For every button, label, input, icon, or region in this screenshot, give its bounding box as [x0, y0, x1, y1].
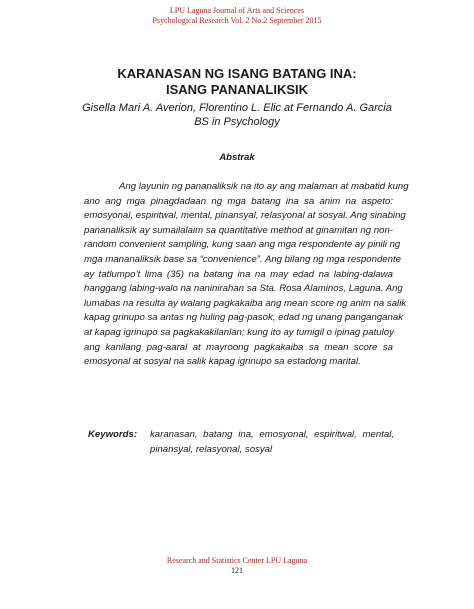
abstract-line: random convenient sampling, kung saan ang mga respondente ay pinili ng — [84, 239, 401, 251]
issue-info: Psychological Research Vol. 2 No.2 September 2015 — [152, 16, 322, 25]
abstract-line: ang kanilang pag-aaral at mayroong pagkakaiba sa mean score sa — [84, 341, 393, 353]
abstract-line: emosyonal at sosyal na salik kapag igrinupo sa estadong marital. — [84, 356, 361, 368]
author-block — [0, 101, 474, 129]
running-header — [0, 6, 474, 26]
title-line-2: ISANG PANANALIKSIK — [165, 82, 309, 97]
paper-title — [0, 66, 474, 98]
journal-name: LPU Laguna Journal of Arts and Sciences — [169, 6, 305, 15]
keywords-line-1: karanasan, batang ina, emosyonal, espiritwal, mental, — [150, 429, 394, 440]
keywords-line-2: pinansyal, relasyonal, sosyal — [150, 443, 273, 455]
abstract-line: pananaliksik ay sumailalaim sa quantitative method at ginamitan ng non- — [84, 224, 393, 236]
abstract-line: kapag grinupo sa antas ng huling pag-pasok, edad ng unang panganganak — [84, 312, 403, 324]
abstract-body — [84, 180, 409, 370]
abstract-line: mga mananaliksik base sa “convenience”. Ang bilang ng mga respondente — [84, 253, 401, 265]
abstract-line: emosyonal, espiritwal, mental, pinansyal, relasyonal at sosyal. Ang sinabing — [84, 210, 406, 222]
abstract-line: lumabas na resulta ay walang pagkakaiba ang mean score ng anim na salik — [84, 297, 407, 309]
abstract-line: Ang layunin ng pananaliksik na ito ay ang malaman at mabatid kung — [119, 181, 409, 192]
abstract-line: at kapag igrinupo sa pagkakakilanlan; kung ito ay tumigil o ipinag patuloy — [84, 326, 394, 338]
keywords-list — [150, 428, 394, 457]
keywords-label: Keywords: — [88, 429, 138, 440]
abstract-heading: Abstrak — [219, 152, 255, 163]
author-program: BS in Psychology — [194, 116, 280, 128]
title-line-1: KARANASAN NG ISANG BATANG INA: — [117, 66, 357, 81]
abstract-line: ay tatlumpo’t lima (35) na batang ina na may edad na labing-dalawa — [84, 268, 393, 280]
author-names: Gisella Mari A. Averion, Florentino L. Elic at Fernando A. Garcia — [82, 102, 392, 114]
running-footer — [0, 556, 474, 576]
footer-center-text: Research and Statistics Center LPU Laguna — [166, 556, 308, 565]
abstract-line: ano ang mga pinagdadaan ng mga batang ina sa anim na aspeto: — [84, 195, 393, 207]
page-number: 121 — [231, 566, 243, 575]
abstract-line: hanggang labing-walo na naninirahan sa Sta. Rosa Alaminos, Laguna. Ang — [84, 283, 403, 295]
